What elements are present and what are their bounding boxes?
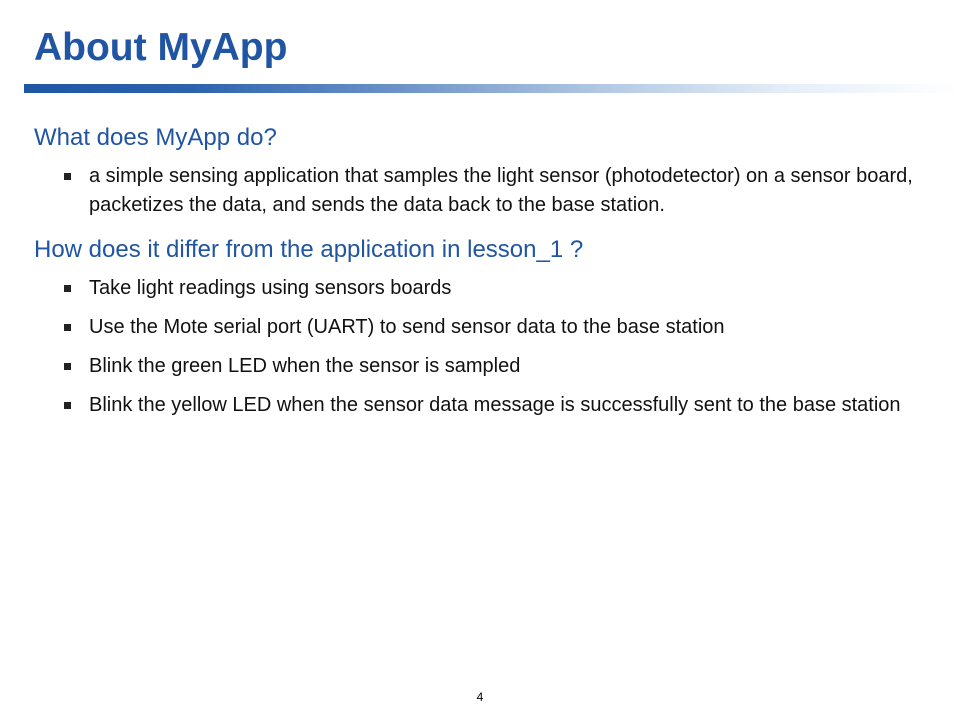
bullet-item <box>34 313 914 342</box>
bullet-text: Take light readings using sensors boards <box>89 277 452 299</box>
square-bullet-icon <box>64 285 71 292</box>
bullet-text: Blink the yellow LED when the sensor data message is successfully sent to the base station <box>89 394 901 416</box>
bullet-item <box>34 162 914 220</box>
square-bullet-icon <box>64 402 71 409</box>
bullet-text: a simple sensing application that samples the light sensor (photodetector) on a sensor board, packetizes the data, and sends the data back to the base station. <box>89 165 913 216</box>
page-number: 4 <box>476 690 484 704</box>
section-heading-what: What does MyApp do? <box>34 124 277 151</box>
bullet-list-differences <box>34 274 914 420</box>
slide-title: About MyApp <box>34 26 288 69</box>
bullet-item <box>34 274 914 303</box>
section-heading-differences: How does it differ from the application in lesson_1 ? <box>34 236 584 263</box>
square-bullet-icon <box>64 173 71 180</box>
bullet-text: Blink the green LED when the sensor is sampled <box>89 355 521 377</box>
bullet-item <box>34 352 914 381</box>
square-bullet-icon <box>64 363 71 370</box>
bullet-text: Use the Mote serial port (UART) to send sensor data to the base station <box>89 316 725 338</box>
bullet-item <box>34 391 914 420</box>
bullet-list-what <box>34 162 914 220</box>
title-divider <box>24 84 960 93</box>
square-bullet-icon <box>64 324 71 331</box>
slide-content <box>34 118 914 430</box>
